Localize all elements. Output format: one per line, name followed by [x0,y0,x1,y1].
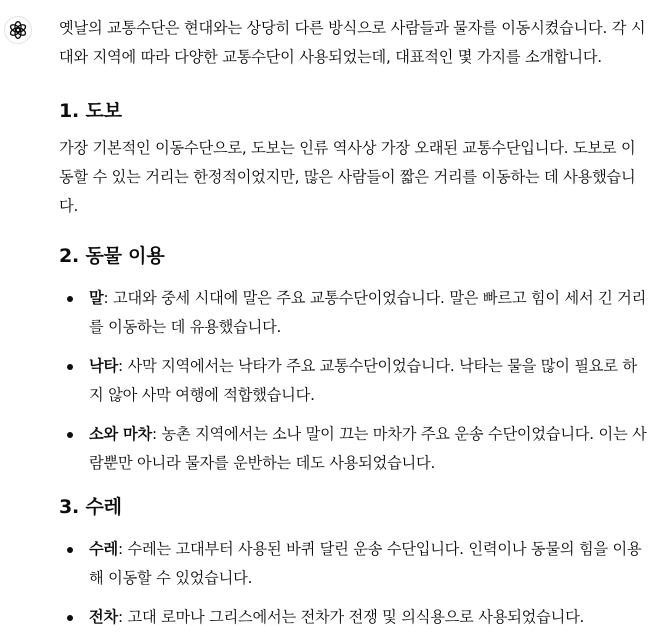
section-heading: 2. 동물 이용 [59,245,165,267]
section-heading: 1. 도보 [59,100,122,122]
openai-logo-icon [8,20,28,40]
list-item-text: : 고대와 중세 시대에 말은 주요 교통수단이었습니다. 말은 빠르고 힘이 세서 긴 거리를 이동하는 데 유용했습니다. [89,289,647,336]
section-cart [59,492,649,632]
list-item-text: : 수레는 고대부터 사용된 바퀴 달린 운송 수단입니다. 인력이나 동물의 힘을 이용해 이동할 수 있었습니다. [89,540,642,587]
section-animals [59,241,649,478]
bullet-list [59,284,649,478]
section-paragraph: 가장 기본적인 이동수단으로, 도보는 인류 역사상 가장 오래된 교통수단입니다. 도보로 이동할 수 있는 거리는 한정적이었지만, 많은 사람들이 짧은 거리를 이동하는 데 사용했습니다. [59,139,636,215]
bullet-icon [67,364,73,370]
assistant-message [59,14,649,642]
list-item-text: : 고대 로마나 그리스에서는 전차가 전쟁 및 의식용으로 사용되었습니다. [117,608,585,626]
bullet-icon [67,296,73,302]
bullet-icon [67,615,73,621]
section-heading: 3. 수레 [59,496,122,518]
list-item [59,603,649,632]
list-item [59,535,649,593]
list-item-term: 소와 마차 [89,425,152,443]
list-item-text: : 농촌 지역에서는 소나 말이 끄는 마차가 주요 운송 수단이었습니다. 이는 사람뿐만 아니라 물자를 운반하는 데도 사용되었습니다. [89,425,647,472]
list-item-term: 전차 [89,608,118,626]
bullet-list [59,535,649,632]
list-item [59,284,649,342]
assistant-avatar [4,16,32,44]
section-walking [59,96,649,221]
bullet-icon [67,547,73,553]
list-item [59,420,649,478]
list-item-term: 말 [89,289,104,307]
list-item-text: : 사막 지역에서는 낙타가 주요 교통수단이었습니다. 낙타는 물을 많이 필요로 하지 않아 사막 여행에 적합했습니다. [89,357,637,404]
list-item-term: 수레 [89,540,118,558]
intro-paragraph: 옛날의 교통수단은 현대와는 상당히 다른 방식으로 사람들과 물자를 이동시켰습니다. 각 시대와 지역에 따라 다양한 교통수단이 사용되었는데, 대표적인 몇 가지를 소개합니다. [59,19,646,66]
list-item-term: 낙타 [89,357,118,375]
list-item [59,352,649,410]
bullet-icon [67,432,73,438]
